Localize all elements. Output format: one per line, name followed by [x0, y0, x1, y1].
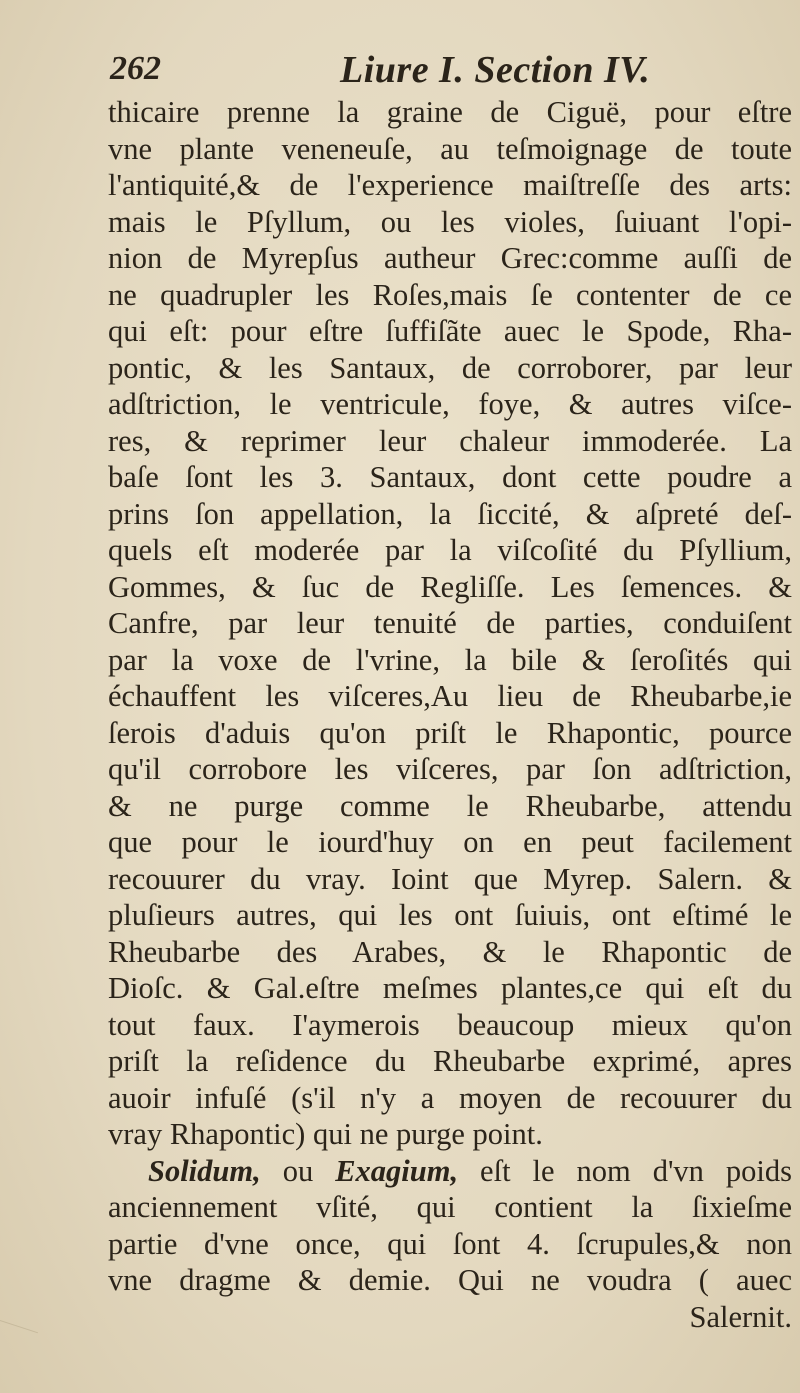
text-line: auoir infuſé (s'il n'y a moyen de recouurer du: [108, 1080, 792, 1115]
term-solidum: Solidum,: [148, 1153, 261, 1188]
text-line: vne plante veneneuſe, au teſmoignage de toute: [108, 131, 792, 166]
text-line: échauffent les viſceres,Au lieu de Rheubarbe,ie: [108, 679, 792, 713]
text-line: recouurer du vray. Ioint que Myrep. Salern. &: [108, 861, 792, 896]
text-line: vne dragme & demie. Qui ne voudra ( auec: [108, 1263, 792, 1297]
text-line: Gommes, & ſuc de Regliſſe. Les ſemences. &: [108, 569, 792, 604]
page-header: [110, 44, 750, 96]
text-line: tout faux. I'aymerois beaucoup mieux qu'on: [108, 1007, 792, 1042]
text-line: Dioſc. & Gal.eſtre meſmes plantes,ce qui eſt du: [108, 971, 792, 1005]
text-line: adſtriction, le ventricule, foye, & autres viſce-: [108, 387, 792, 421]
text-fragment: ou: [260, 1153, 336, 1188]
text-line: qu'il corrobore les viſceres, par ſon adſtriction,: [108, 752, 792, 786]
text-line: prins ſon appellation, la ſiccité, & aſpreté deſ-: [108, 496, 792, 531]
text-line: Canfre, par leur tenuité de parties, conduiſent: [108, 606, 792, 640]
text-line: quels eſt moderée par la viſcoſité du Pſyllium,: [108, 533, 792, 567]
running-head: Liure I. Section IV.: [340, 49, 651, 91]
text-line: baſe ſont les 3. Santaux, dont cette poudre a: [108, 460, 792, 494]
text-line: pluſieurs autres, qui les ont ſuiuis, ont eſtimé le: [108, 898, 792, 932]
text-fragment: eſt le nom d'vn poids: [458, 1153, 793, 1188]
text-line: & ne purge comme le Rheubarbe, attendu: [108, 788, 792, 823]
text-line: l'antiquité,& de l'experience maiſtreſſe des arts:: [108, 168, 792, 202]
text-line: anciennement vſité, qui contient la ſixieſme: [108, 1190, 792, 1224]
catchword: Salernit.: [689, 1299, 792, 1334]
text-line: partie d'vne once, qui ſont 4. ſcrupules,& non: [108, 1226, 792, 1261]
body-text: [108, 94, 792, 1335]
paper-crease: [0, 1320, 38, 1362]
text-line: vray Rhapontic) qui ne purge point.: [108, 1117, 543, 1151]
text-line: priſt la reſidence du Rheubarbe exprimé, apres: [108, 1044, 792, 1078]
page-number: 262: [110, 50, 161, 87]
text-line: par la voxe de l'vrine, la bile & ſeroſités qui: [108, 642, 792, 677]
text-line: thicaire prenne la graine de Ciguë, pour eſtre: [108, 95, 792, 129]
text-line: Rheubarbe des Arabes, & le Rhapontic de: [108, 934, 792, 969]
text-line: pontic, & les Santaux, de corroborer, par leur: [108, 350, 792, 385]
text-line: mais le Pſyllum, ou les violes, ſuiuant l'opi-: [108, 204, 792, 239]
text-line: res, & reprimer leur chaleur immoderée. La: [108, 423, 792, 458]
text-line: ne quadrupler les Roſes,mais ſe contenter de ce: [108, 277, 792, 312]
text-line: qui eſt: pour eſtre ſuffiſãte auec le Spode, Rha-: [108, 314, 792, 348]
term-exagium: Exagium,: [335, 1153, 459, 1188]
text-line: que pour le iourd'huy on en peut facilement: [108, 825, 792, 859]
text-line: ſerois d'aduis qu'on priſt le Rhapontic, pource: [108, 715, 792, 750]
text-line: nion de Myrepſus autheur Grec:comme auſſi de: [108, 241, 792, 275]
paragraph-start-line: [108, 1153, 792, 1190]
